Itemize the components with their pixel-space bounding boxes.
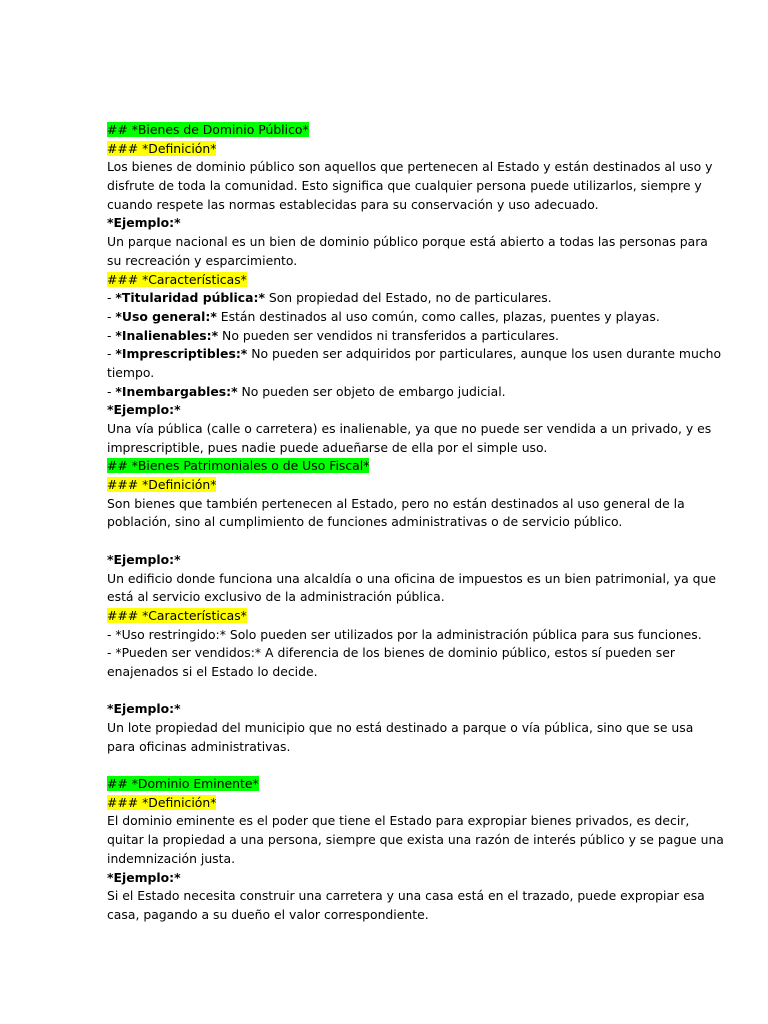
example-label: *Ejemplo:* bbox=[107, 402, 181, 418]
paragraph-line: Los bienes de dominio público son aquellos que pertenecen al Estado y están destinados al uso y bbox=[107, 159, 713, 175]
example-label: *Ejemplo:* bbox=[107, 701, 181, 717]
paragraph-line: quitar la propiedad a una persona, siempre que exista una razón de interés público y se pague una bbox=[107, 832, 724, 848]
paragraph-line: indemnización justa. bbox=[107, 850, 236, 866]
blank-line bbox=[107, 756, 667, 775]
subheading-definicion: ### *Definición* bbox=[107, 794, 217, 810]
list-item: - *Titularidad pública:* Son propiedad del Estado, no de particulares. bbox=[107, 290, 552, 306]
paragraph-line: Un lote propiedad del municipio que no está destinado a parque o vía pública, sino que se usa bbox=[107, 720, 694, 735]
example-label: *Ejemplo:* bbox=[107, 551, 181, 567]
paragraph-line: está al servicio exclusivo de la administración pública. bbox=[107, 589, 445, 605]
paragraph-line: su recreación y esparcimiento. bbox=[107, 252, 298, 268]
list-item-continuation: enajenados si el Estado lo decide. bbox=[107, 663, 318, 679]
paragraph-line: Un parque nacional es un bien de dominio público porque está abierto a todas las personas para bbox=[107, 234, 708, 250]
blank-line bbox=[107, 682, 667, 701]
paragraph-line: población, sino al cumplimiento de funciones administrativas o de servicio público. bbox=[107, 514, 623, 530]
list-item: - *Inembargables:* No pueden ser objeto de embargo judicial. bbox=[107, 383, 506, 399]
paragraph-line: El dominio eminente es el poder que tiene el Estado para expropiar bienes privados, es decir, bbox=[107, 813, 690, 829]
paragraph-line: casa, pagando a su dueño el valor correspondiente. bbox=[107, 906, 429, 922]
subheading-caracteristicas: ### *Características* bbox=[107, 607, 247, 623]
paragraph-line: Una vía pública (calle o carretera) es inalienable, ya que no puede ser vendida a un privado, y es bbox=[107, 421, 712, 436]
paragraph-line: imprescriptible, pues nadie puede adueñarse de ella por el simple uso. bbox=[107, 439, 548, 455]
list-item: - *Uso restringido:* Solo pueden ser utilizados por la administración pública para sus funciones. bbox=[107, 626, 702, 642]
example-label: *Ejemplo:* bbox=[107, 215, 181, 231]
document-page bbox=[107, 121, 724, 925]
section-heading-bienes-patrimoniales: ## *Bienes Patrimoniales o de Uso Fiscal* bbox=[107, 458, 370, 474]
paragraph-line: para oficinas administrativas. bbox=[107, 738, 291, 754]
section-heading-bienes-dominio-publico: ## *Bienes de Dominio Público* bbox=[107, 122, 309, 137]
example-label: *Ejemplo:* bbox=[107, 869, 181, 885]
list-item: - *Imprescriptibles:* No pueden ser adquiridos por particulares, aunque los usen durante mucho bbox=[107, 346, 722, 362]
subheading-definicion: ### *Definición* bbox=[107, 477, 217, 493]
paragraph-line: Un edificio donde funciona una alcaldía o una oficina de impuestos es un bien patrimonial, ya que bbox=[107, 570, 716, 586]
subheading-caracteristicas: ### *Características* bbox=[107, 271, 247, 287]
paragraph-line: disfrute de toda la comunidad. Esto significa que cualquier persona puede utilizarlos, siempre y bbox=[107, 178, 702, 194]
list-item: - *Pueden ser vendidos:* A diferencia de los bienes de dominio público, estos sí pueden ser bbox=[107, 645, 675, 661]
paragraph-line: Si el Estado necesita construir una carretera y una casa está en el trazado, puede expropiar esa bbox=[107, 888, 705, 904]
list-item: - *Inalienables:* No pueden ser vendidos ni transferidos a particulares. bbox=[107, 327, 559, 343]
subheading-definicion: ### *Definición* bbox=[107, 140, 217, 156]
blank-line bbox=[107, 532, 667, 551]
paragraph-line: cuando respete las normas establecidas para su conservación y uso adecuado. bbox=[107, 196, 599, 212]
list-item-continuation: tiempo. bbox=[107, 364, 155, 380]
section-heading-dominio-eminente: ## *Dominio Eminente* bbox=[107, 776, 259, 792]
list-item: - *Uso general:* Están destinados al uso común, como calles, plazas, puentes y playas. bbox=[107, 308, 660, 324]
paragraph-line: Son bienes que también pertenecen al Estado, pero no están destinados al uso general de la bbox=[107, 495, 685, 511]
